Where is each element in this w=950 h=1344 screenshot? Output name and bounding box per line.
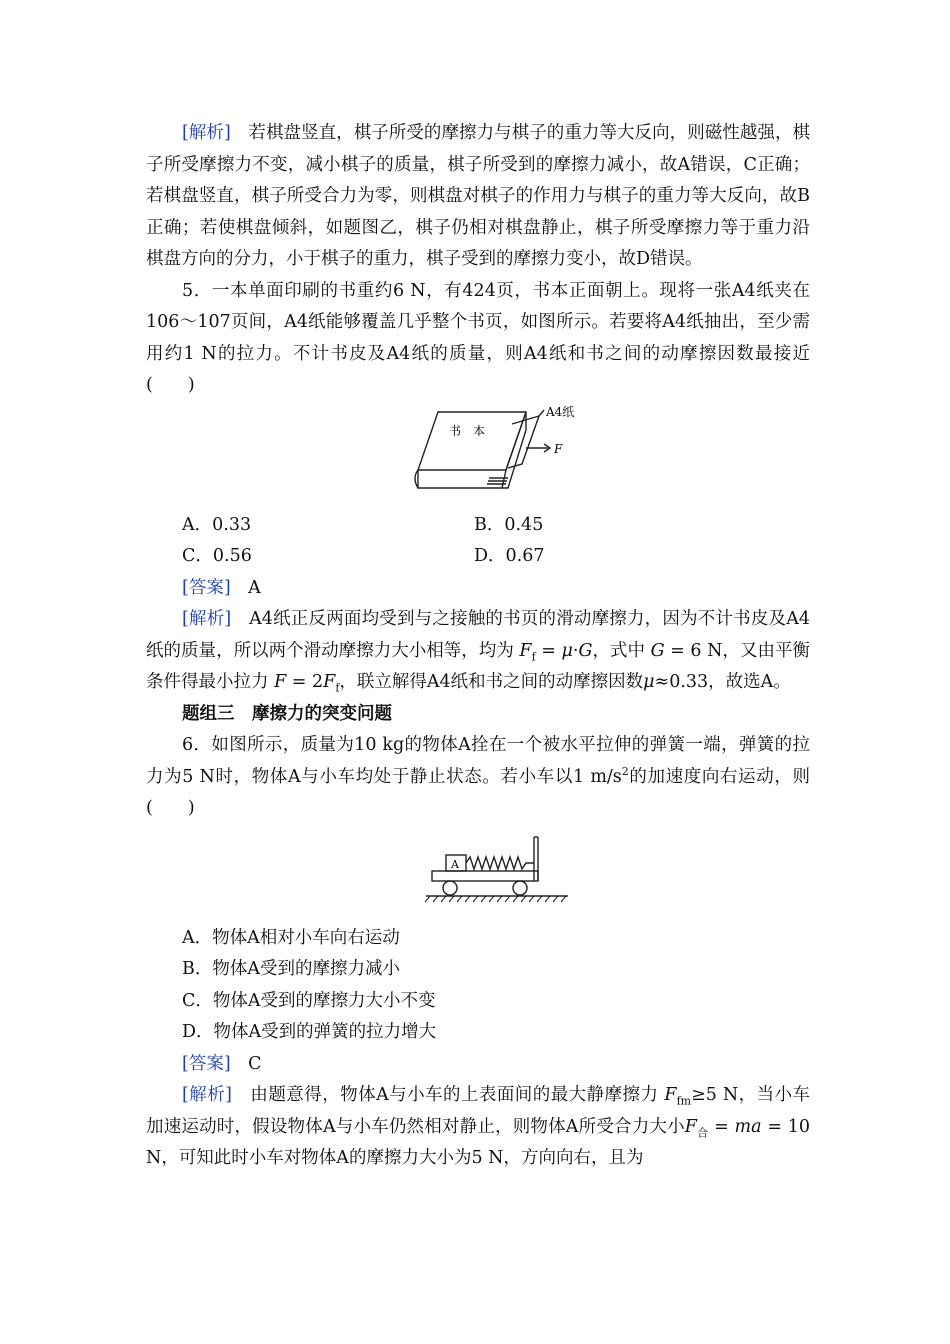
document-page — [146, 118, 810, 1175]
symbol: F — [664, 1085, 677, 1105]
text-run: A4纸正反两面均受到与之接触的书页的滑动摩擦力，因为不计书皮及A4纸的质量，所以两个滑动摩擦力大小相等，均为 — [146, 609, 811, 661]
text-run: · — [572, 640, 579, 661]
analysis-tag: [解析] — [182, 1085, 233, 1105]
text-run: 由题意得，物体A与小车的上表面间的最大静摩擦力 — [250, 1085, 665, 1105]
analysis-text: 若棋盘竖直，棋子所受的摩擦力与棋子的重力等大反向，则磁性越强，棋子所受摩擦力不变，减小棋子的质量，棋子所受到的摩擦力减小，故A错误，C正确；若棋盘竖直，棋子所受合力为零，则棋盘对棋子的作用力与棋子的重力等大反向，故B正确；若使棋盘倾斜，如题图乙，棋子仍相对棋盘静止，棋子所受摩擦力等于重力沿棋盘方向的分力，小于棋子的重力，棋子受到的摩擦力变小，故D错误。 — [146, 123, 811, 269]
question-5: 5．一本单面印刷的书重约6 N，有424页，书本正面朝上。现将一张A4纸夹在106～107页间，A4纸能够覆盖几乎整个书页，如图所示。若要将A4纸抽出，至少需用约1 N的拉力。不计书皮及A4纸的质量，则A4纸和书之间的动摩擦因数最接近( ) — [146, 280, 810, 395]
q6-answer — [146, 1049, 810, 1081]
q5-options-row1 — [146, 510, 810, 542]
q6-option-a: A．物体A相对小车向右运动 — [182, 927, 400, 948]
q5-option-a: A．0.33 — [182, 514, 252, 535]
answer-tag: [答案] — [182, 577, 231, 598]
text-run: = — [708, 1116, 735, 1137]
symbol: F — [274, 672, 287, 692]
text-run: = 10 N，可知此时小车对物体A的摩擦力大小为5 N，方向向右，且为 — [146, 1116, 811, 1168]
paper-label: A4纸 — [546, 404, 575, 419]
analysis-paragraph — [146, 118, 810, 276]
symbol: F — [684, 1116, 697, 1137]
superscript: 2 — [621, 764, 629, 778]
analysis-tag: [解析] — [182, 123, 231, 143]
answer-value: A — [248, 577, 261, 598]
q6-analysis — [146, 1080, 810, 1175]
q5-options-row2 — [146, 541, 810, 573]
symbol: μ — [643, 672, 655, 692]
text-run: ，联立解得A4纸和书之间的动摩擦因数 — [339, 672, 644, 692]
subscript: fm — [676, 1094, 692, 1108]
text-run: ≈0.33，故选A。 — [654, 672, 791, 692]
subscript: 合 — [696, 1126, 709, 1139]
symbol: G — [578, 640, 593, 661]
force-label: F — [554, 441, 563, 456]
q5-answer — [146, 573, 810, 605]
symbol: μ — [561, 640, 573, 661]
cart-figure — [146, 825, 810, 923]
text-run: 的加速度向右运动，则( ) — [146, 766, 810, 818]
q5-option-b: B．0.45 — [474, 514, 544, 535]
symbol: F — [323, 672, 336, 692]
text-run: = 6 N，又由平衡条件得最小拉力 — [146, 640, 810, 692]
cart-diagram — [146, 825, 810, 923]
text-run: ≥5 N，当小车加速运动时，假设物体A与小车仍然相对静止，则物体A所受合力大小 — [146, 1085, 811, 1137]
text-run: ，式中 — [592, 640, 651, 661]
q5-option-c: C．0.56 — [182, 546, 252, 566]
answer-tag: [答案] — [182, 1053, 231, 1074]
block-label: A — [451, 857, 459, 871]
q5-option-d: D．0.67 — [474, 546, 545, 566]
group-title: 题组三 摩擦力的突变问题 — [182, 703, 392, 724]
book-label: 书 本 — [449, 423, 486, 438]
symbol: ma — [734, 1116, 762, 1137]
answer-value: C — [248, 1053, 262, 1074]
symbol: F — [519, 640, 532, 661]
text-run: 6．如图所示，质量为10 kg的物体A拴在一个被水平拉伸的弹簧一端，弹簧的拉力为5 N时，物体A与小车均处于静止状态。若小车以1 m/s — [146, 735, 810, 787]
book-diagram — [146, 402, 810, 510]
book-figure — [146, 402, 810, 510]
text-run: = 2 — [286, 672, 324, 692]
analysis-tag: [解析] — [182, 609, 232, 629]
q5-analysis — [146, 604, 810, 699]
q6-option-c: C．物体A受到的摩擦力大小不变 — [182, 990, 436, 1011]
question-6 — [146, 730, 810, 825]
q6-option-b: B．物体A受到的摩擦力减小 — [182, 959, 400, 979]
text-run: = — [535, 640, 562, 661]
q6-option-d: D．物体A受到的弹簧的拉力增大 — [182, 1022, 437, 1042]
subscript: f — [335, 681, 340, 695]
subscript: f — [531, 650, 536, 663]
symbol: G — [650, 640, 665, 661]
